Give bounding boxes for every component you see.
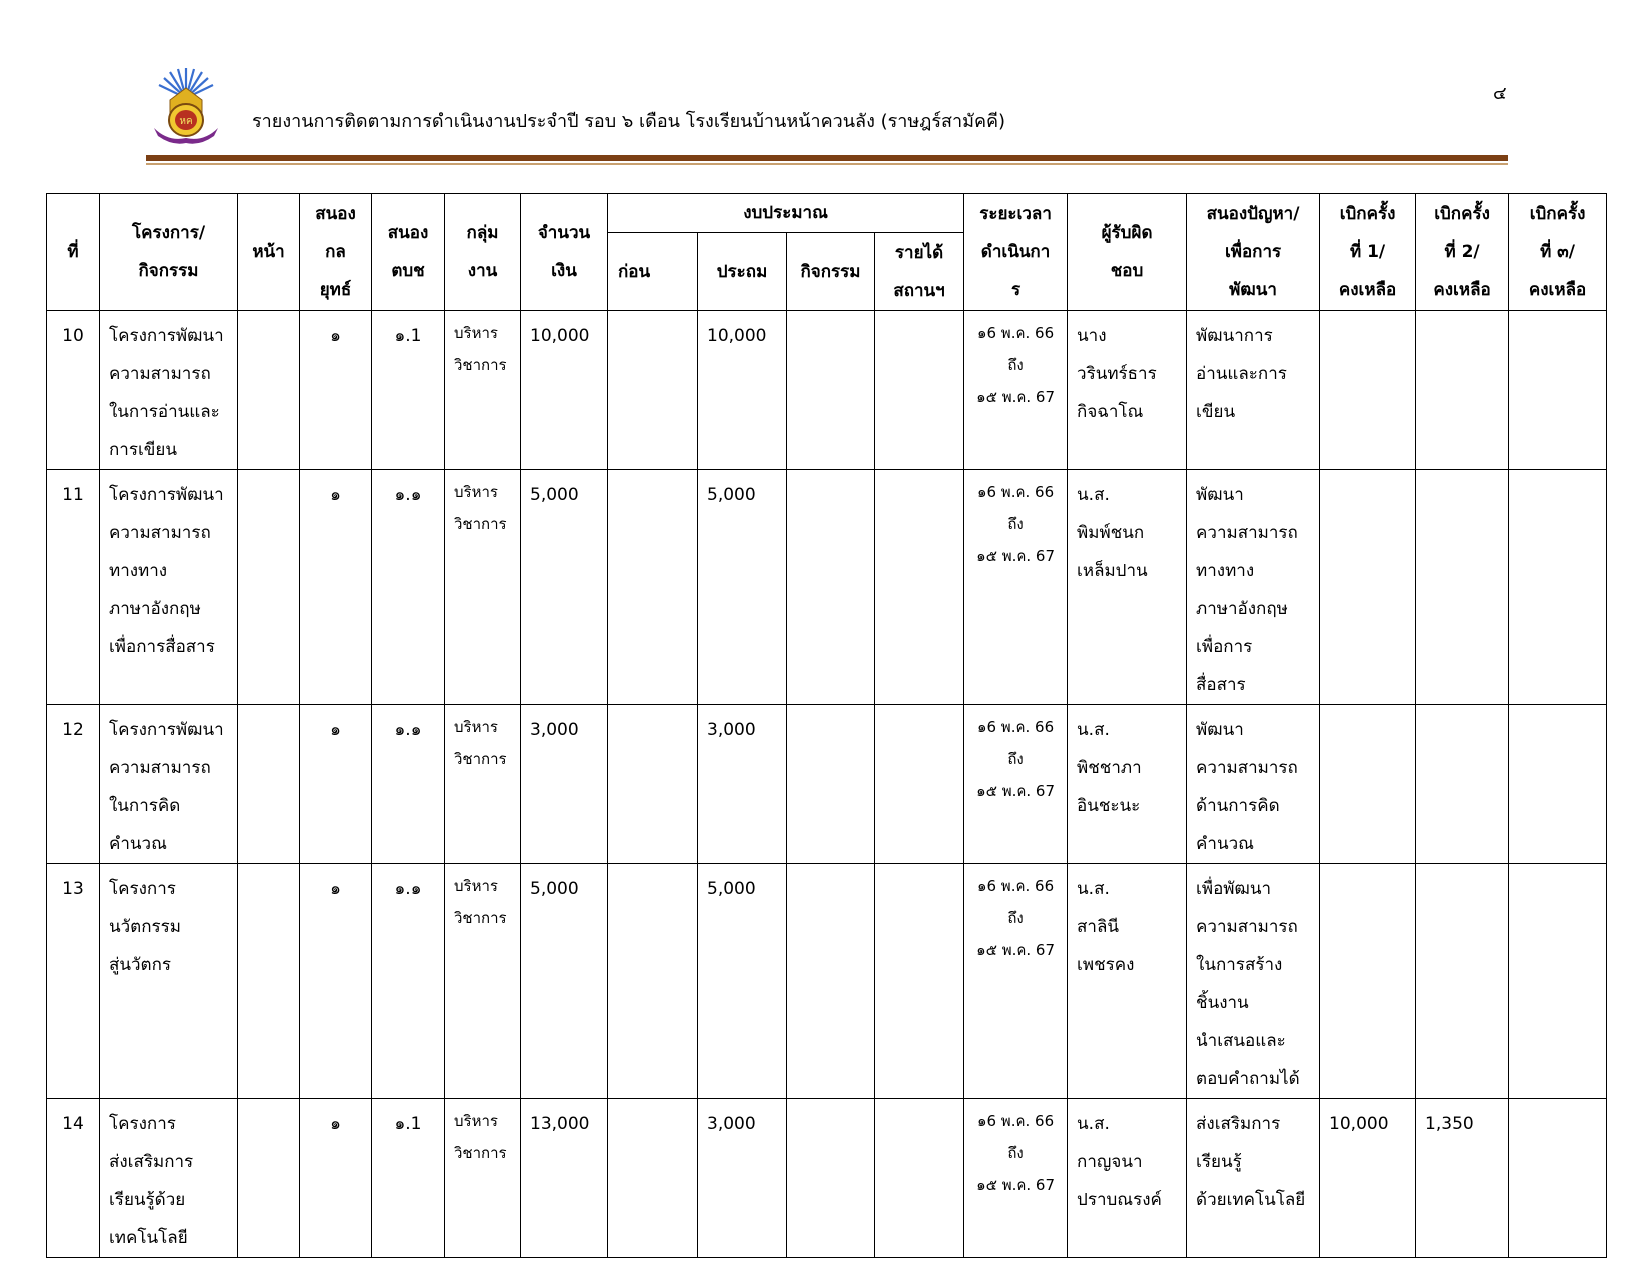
cell-draw3: [1509, 864, 1607, 1099]
school-logo: [148, 66, 224, 146]
table-row: [47, 311, 1607, 470]
logo-letters: หค: [179, 116, 193, 127]
cell-indicator: ๑.1: [372, 1099, 445, 1258]
col-activity: กิจกรรม: [787, 233, 875, 311]
cell-no: 12: [47, 705, 100, 864]
cell-primary: 10,000: [698, 311, 787, 470]
cell-strategy: ๑: [300, 470, 372, 705]
col-budget: งบประมาณ: [608, 194, 964, 233]
cell-strategy: ๑: [300, 864, 372, 1099]
header-rule-thin: [146, 163, 1508, 165]
cell-group: บริหาร วิชาการ: [445, 311, 521, 470]
cell-primary: 5,000: [698, 864, 787, 1099]
cell-activity: [787, 470, 875, 705]
cell-period: ๑6 พ.ค. 66 ถึง ๑๕ พ.ค. 67: [964, 470, 1068, 705]
cell-draw1: [1320, 311, 1416, 470]
cell-amount: 3,000: [521, 705, 608, 864]
cell-indicator: ๑.1: [372, 311, 445, 470]
cell-responsible: น.ส. สาลินี เพชรคง: [1068, 864, 1187, 1099]
cell-before: [608, 1099, 698, 1258]
cell-before: [608, 864, 698, 1099]
col-before: ก่อน: [608, 233, 698, 311]
cell-group: บริหาร วิชาการ: [445, 705, 521, 864]
cell-purpose: เพื่อพัฒนา ความสามารถ ในการสร้าง ชิ้นงาน นำเสนอและ ตอบคำถามได้: [1187, 864, 1320, 1099]
cell-indicator: ๑.๑: [372, 864, 445, 1099]
cell-primary: 5,000: [698, 470, 787, 705]
cell-project: โครงการพัฒนา ความสามารถ ทางทาง ภาษาอังกฤษ เพื่อการสื่อสาร: [100, 470, 238, 705]
col-no: ที่: [47, 194, 100, 311]
cell-income: [875, 1099, 964, 1258]
cell-page: [238, 864, 300, 1099]
cell-strategy: ๑: [300, 705, 372, 864]
cell-responsible: น.ส. กาญจนา ปราบณรงค์: [1068, 1099, 1187, 1258]
col-page: หน้า: [238, 194, 300, 311]
cell-amount: 5,000: [521, 470, 608, 705]
col-group: กลุ่ม งาน: [445, 194, 521, 311]
cell-indicator: ๑.๑: [372, 470, 445, 705]
cell-draw1: [1320, 470, 1416, 705]
cell-purpose: ส่งเสริมการ เรียนรู้ ด้วยเทคโนโลยี: [1187, 1099, 1320, 1258]
cell-responsible: นาง วรินทร์ธาร กิจฉาโณ: [1068, 311, 1187, 470]
col-period: ระยะเวลา ดำเนินกา ร: [964, 194, 1068, 311]
table-row: [47, 470, 1607, 705]
cell-page: [238, 705, 300, 864]
cell-group: บริหาร วิชาการ: [445, 864, 521, 1099]
cell-project: โครงการพัฒนา ความสามารถ ในการคิด คำนวณ: [100, 705, 238, 864]
cell-draw3: [1509, 705, 1607, 864]
cell-income: [875, 470, 964, 705]
col-project: โครงการ/ กิจกรรม: [100, 194, 238, 311]
cell-purpose: พัฒนา ความสามารถ ทางทาง ภาษาอังกฤษ เพื่อการ สื่อสาร: [1187, 470, 1320, 705]
cell-primary: 3,000: [698, 1099, 787, 1258]
cell-draw2: [1416, 705, 1509, 864]
col-draw1: เบิกครั้ง ที่ 1/ คงเหลือ: [1320, 194, 1416, 311]
project-table: [46, 193, 1607, 1258]
cell-draw2: [1416, 470, 1509, 705]
cell-draw1: [1320, 705, 1416, 864]
cell-draw2: [1416, 311, 1509, 470]
col-primary: ประถม: [698, 233, 787, 311]
col-income: รายได้ สถานฯ: [875, 233, 964, 311]
cell-activity: [787, 311, 875, 470]
cell-income: [875, 705, 964, 864]
cell-before: [608, 470, 698, 705]
cell-page: [238, 470, 300, 705]
cell-page: [238, 1099, 300, 1258]
cell-strategy: ๑: [300, 311, 372, 470]
cell-amount: 13,000: [521, 1099, 608, 1258]
cell-period: ๑6 พ.ค. 66 ถึง ๑๕ พ.ค. 67: [964, 705, 1068, 864]
header-rule: [146, 155, 1508, 161]
cell-before: [608, 311, 698, 470]
cell-primary: 3,000: [698, 705, 787, 864]
cell-before: [608, 705, 698, 864]
cell-purpose: พัฒนา ความสามารถ ด้านการคิด คำนวณ: [1187, 705, 1320, 864]
cell-group: บริหาร วิชาการ: [445, 1099, 521, 1258]
cell-no: 13: [47, 864, 100, 1099]
cell-activity: [787, 705, 875, 864]
cell-draw1: [1320, 864, 1416, 1099]
cell-activity: [787, 1099, 875, 1258]
cell-period: ๑6 พ.ค. 66 ถึง ๑๕ พ.ค. 67: [964, 311, 1068, 470]
cell-amount: 5,000: [521, 864, 608, 1099]
cell-strategy: ๑: [300, 1099, 372, 1258]
table-row: [47, 864, 1607, 1099]
cell-no: 14: [47, 1099, 100, 1258]
cell-project: โครงการ ส่งเสริมการ เรียนรู้ด้วย เทคโนโลยี: [100, 1099, 238, 1258]
document-title: รายงานการติดตามการดำเนินงานประจำปี รอบ ๖ เดือน โรงเรียนบ้านหน้าควนลัง (ราษฎร์สามัคคี): [252, 111, 1006, 132]
col-indicator: สนอง ตบช: [372, 194, 445, 311]
cell-draw2: [1416, 864, 1509, 1099]
cell-draw3: [1509, 311, 1607, 470]
col-draw3: เบิกครั้ง ที่ ๓/ คงเหลือ: [1509, 194, 1607, 311]
cell-project: โครงการพัฒนา ความสามารถ ในการอ่านและ การเขียน: [100, 311, 238, 470]
cell-page: [238, 311, 300, 470]
cell-purpose: พัฒนาการ อ่านและการ เขียน: [1187, 311, 1320, 470]
cell-draw3: [1509, 470, 1607, 705]
col-strategy: สนอง กล ยุทธ์: [300, 194, 372, 311]
table-row: [47, 1099, 1607, 1258]
cell-draw3: [1509, 1099, 1607, 1258]
cell-draw1: 10,000: [1320, 1099, 1416, 1258]
page-number: ๔: [1493, 83, 1507, 104]
cell-responsible: น.ส. พิมพ์ชนก เหล็มปาน: [1068, 470, 1187, 705]
cell-indicator: ๑.๑: [372, 705, 445, 864]
cell-no: 11: [47, 470, 100, 705]
table-row: [47, 705, 1607, 864]
cell-group: บริหาร วิชาการ: [445, 470, 521, 705]
col-purpose: สนองปัญหา/ เพื่อการ พัฒนา: [1187, 194, 1320, 311]
cell-project: โครงการ นวัตกรรม สู่นวัตกร: [100, 864, 238, 1099]
cell-period: ๑6 พ.ค. 66 ถึง ๑๕ พ.ค. 67: [964, 1099, 1068, 1258]
cell-period: ๑6 พ.ค. 66 ถึง ๑๕ พ.ค. 67: [964, 864, 1068, 1099]
col-responsible: ผู้รับผิด ชอบ: [1068, 194, 1187, 311]
cell-draw2: 1,350: [1416, 1099, 1509, 1258]
col-amount: จำนวน เงิน: [521, 194, 608, 311]
cell-activity: [787, 864, 875, 1099]
cell-income: [875, 311, 964, 470]
cell-income: [875, 864, 964, 1099]
cell-responsible: น.ส. พิชชาภา อินชะนะ: [1068, 705, 1187, 864]
cell-no: 10: [47, 311, 100, 470]
col-draw2: เบิกครั้ง ที่ 2/ คงเหลือ: [1416, 194, 1509, 311]
cell-amount: 10,000: [521, 311, 608, 470]
